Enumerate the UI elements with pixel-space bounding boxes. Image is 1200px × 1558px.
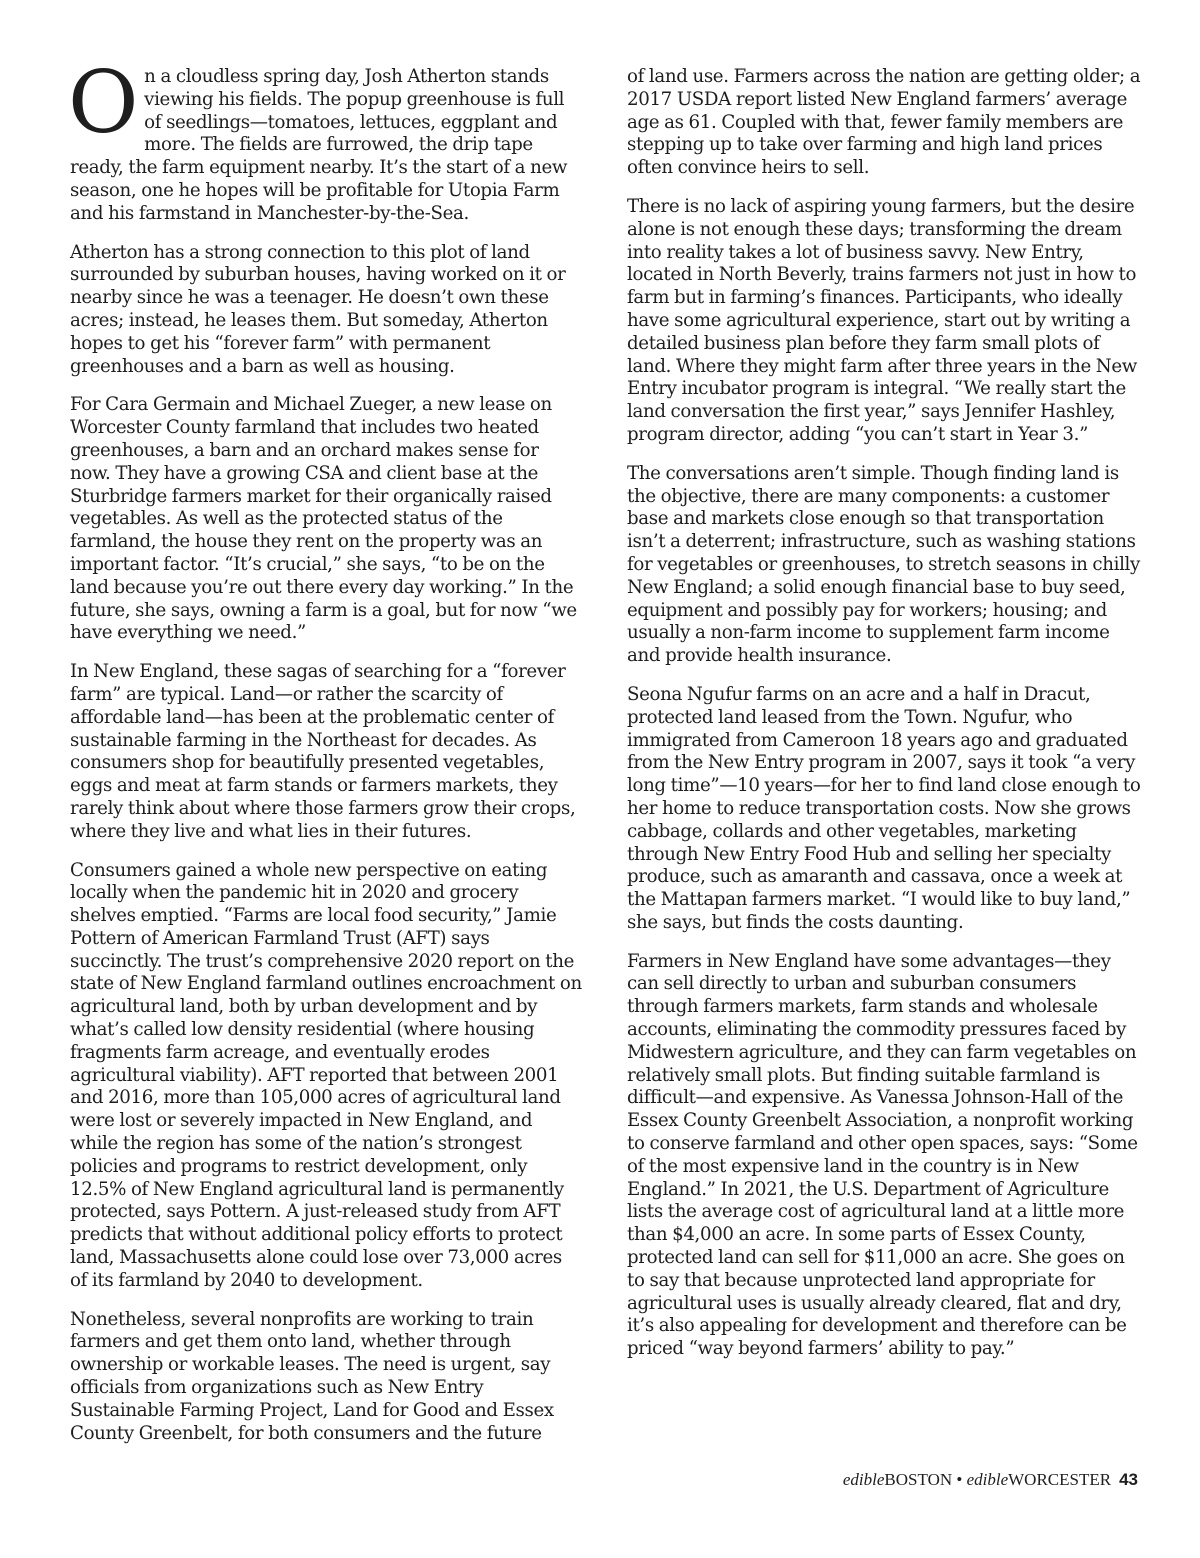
article-paragraph: Nonetheless, several nonprofits are working to train farmers and get them onto land, whether through ownership or workable leases. The need is urgent, say officials from organizations such as New Entry Sustainable Farming Project, Land for Good and Essex County Greenbelt, for both consumers and the future xyxy=(70,1308,554,1444)
article-paragraph: of land use. Farmers across the nation are getting older; a 2017 USDA report listed New England farmers’ average age as 61. Coupled with that, fewer family members are stepping up to take over farming and high land prices often convince heirs to sell. xyxy=(627,66,1141,179)
article-paragraph: There is no lack of aspiring young farmers, but the desire alone is not enough these days; transforming the dream into reality takes a lot of business savvy. New Entry, located in North Beverly, trains farmers not just in how to farm but in farming’s finances. Participants, who ideally have some agricultural experience, start out by writing a detailed business plan before they farm small plots of land. Where they might farm after three years in the New Entry incubator program is integral. “We really start the land conversation the first year,” says Jennifer Hashley, program director, adding “you can’t start in Year 3.” xyxy=(627,195,1137,445)
article-paragraph: For Cara Germain and Michael Zueger, a new lease on Worcester County farmland that includes two heated greenhouses, a barn and an orchard makes sense for now. They have a growing CSA and client base at the Sturbridge farmers market for their organically raised vegetables. As well as the protected status of the farmland, the house they rent on the property was an important factor. “It’s crucial,” she says, “to be on the land because you’re out there every day working.” In the future, she says, owning a farm is a goal, but for now “we have everything we need.” xyxy=(70,394,577,644)
publication-city: WORCESTER xyxy=(1008,1470,1112,1489)
article-paragraph: Farmers in New England have some advantages—they can sell directly to urban and suburban consumers through farmers markets, farm stands and wholesale accounts, eliminating the commodity pressures faced by Midwestern agriculture, and they can farm vegetables on relatively small plots. But finding suitable farmland is difficult—and expensive. As Vanessa Johnson-Hall of the Essex County Greenbelt Association, a nonprofit working to conserve farmland and other open spaces, says: “Some of the most expensive land in the country is in New England.” In 2021, the U.S. Department of Agriculture lists the average cost of agricultural land at a little more than $4,000 an acre. In some parts of Essex County, protected land can sell for $11,000 an acre. She goes on to say that because unprotected land appropriate for agricultural uses is usually already cleared, flat and dry, it’s also appealing for development and therefore can be priced “way beyond farmers’ ability to pay.” xyxy=(627,950,1138,1360)
article-paragraph: Consumers gained a whole new perspective on eating locally when the pandemic hit in 2020 and grocery shelves emptied. “Farms are local food security,” Jamie Pottern of American Farmland Trust (AFT) says succinctly. The trust’s comprehensive 2020 report on the state of New England farmland outlines encroachment on agricultural land, both by urban development and by what’s called low density residential (where housing fragments farm acreage, and eventually erodes agricultural viability). AFT reported that between 2001 and 2016, more than 105,000 acres of agricultural land were lost or severely impacted in New England, and while the region has some of the nation’s strongest policies and programs to restrict development, only 12.5% of New England agricultural land is permanently protected, says Pottern. A just-released study from AFT predicts that without additional policy efforts to protect land, Massachusetts alone could lose over 73,000 acres of its farmland by 2040 to development. xyxy=(70,859,582,1291)
publication-edible: edible xyxy=(842,1470,885,1489)
article-paragraph: In New England, these sagas of searching for a “forever farm” are typical. Land—or rather the scarcity of affordable land—has been at the problematic center of sustainable farming in the Northeast for decades. As consumers shop for beautifully presented vegetables, eggs and meat at farm stands or farmers markets, they rarely think about where those farmers grow their crops, where they live and what lies in their futures. xyxy=(70,661,576,842)
article-column-left xyxy=(68,53,582,1461)
article-paragraph: Atherton has a strong connection to this plot of land surrounded by suburban houses, having worked on it or nearby since he was a teenager. He doesn’t own these acres; instead, he leases them. But someday, Atherton hopes to get his “forever farm” with permanent greenhouses and a barn as well as housing. xyxy=(70,241,566,377)
publication-city: BOSTON xyxy=(884,1470,953,1489)
article-paragraph: The conversations aren’t simple. Though finding land is the objective, there are many components: a customer base and markets close enough so that transportation isn’t a deterrent; infrastructure, such as washing stations for vegetables or greenhouses, to stretch seasons in chilly New England; a solid enough financial base to buy seed, equipment and possibly pay for workers; housing; and usually a non-farm income to supplement farm income and provide health insurance. xyxy=(627,462,1140,667)
article-paragraph xyxy=(68,53,582,226)
page-number: 43 xyxy=(1119,1470,1138,1489)
article-paragraph: Seona Ngufur farms on an acre and a half in Dracut, protected land leased from the Town. Ngufur, who immigrated from Cameroon 18 years ago and graduated from the New Entry program in 2007, says it took “a very long time”—10 years—for her to find land close enough to her home to reduce transportation costs. Now she grows cabbage, collards and other vegetables, marketing through New Entry Food Hub and selling her specialty produce, such as amaranth and cassava, once a week at the Mattapan farmers market. “I would like to buy land,” she says, but finds the costs daunting. xyxy=(627,683,1141,933)
publication-edible: edible xyxy=(966,1470,1009,1489)
page-footer xyxy=(843,1470,1138,1490)
footer-separator: • xyxy=(952,1470,967,1489)
drop-cap: O xyxy=(68,53,139,153)
paragraph-text: n a cloudless spring day, Josh Atherton stands viewing his fields. The popup greenhouse is full of seedlings—tomatoes, lettuces, eggplant and more. The fields are furrowed, the drip tape ready, the farm equipment nearby. It’s the start of a new season, one he hopes will be profitable for Utopia Farm and his farmstand in Manchester-by-the-Sea. xyxy=(70,66,568,224)
article-column-right xyxy=(627,66,1142,1377)
